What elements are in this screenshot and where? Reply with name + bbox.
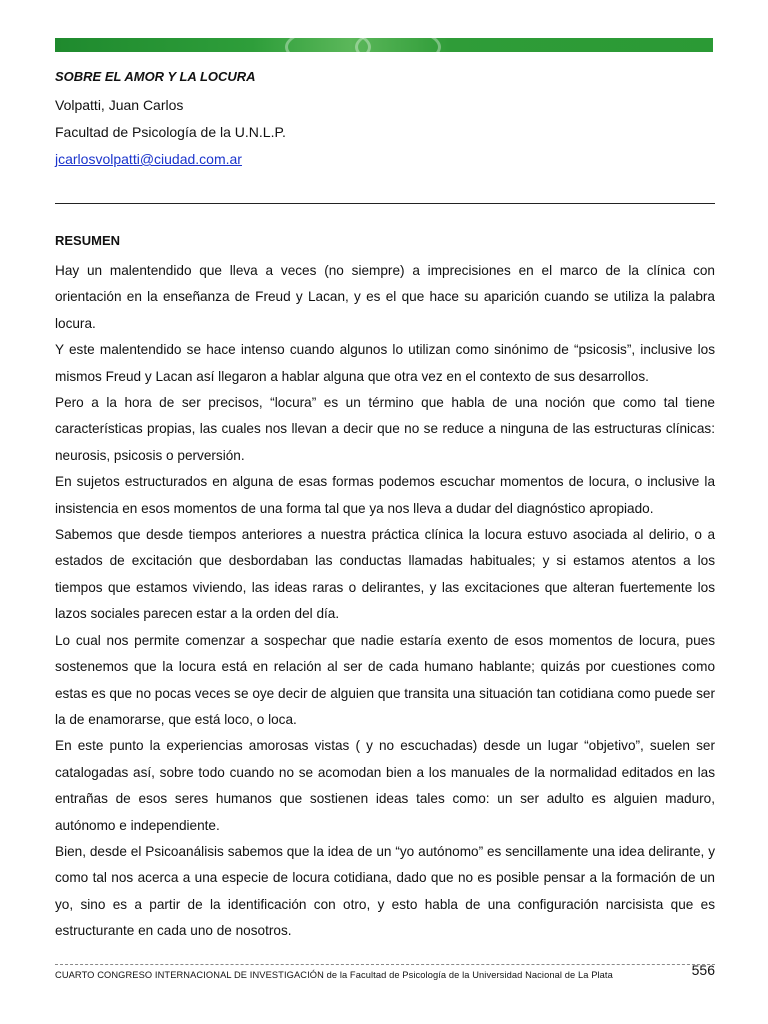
- paper-title: SOBRE EL AMOR Y LA LOCURA: [55, 69, 256, 84]
- abstract-paragraph: Sabemos que desde tiempos anteriores a nuestra práctica clínica la locura estuvo asociada al delirio, o a estados de excitación que desbordaban las conductas llamadas habituales; y si estamos atentos a los tiempos que estamos viviendo, las ideas raras o delirantes, y las excitaciones que alteran fuertemente los lazos sociales parecen estar a la orden del día.: [55, 527, 715, 622]
- abstract-paragraph: Hay un malentendido que lleva a veces (no siempre) a imprecisiones en el marco de la clínica con orientación en la enseñanza de Freud y Lacan, y es el que hace su aparición cuando se utiliza la palabra locura.: [55, 263, 715, 331]
- author-name: Volpatti, Juan Carlos: [55, 97, 184, 113]
- author-affiliation: Facultad de Psicología de la U.N.L.P.: [55, 124, 286, 140]
- abstract-paragraph: Y este malentendido se hace intenso cuando algunos lo utilizan como sinónimo de “psicosis”, inclusive los mismos Freud y Lacan así llegaron a hablar alguna que otra vez en el contexto de sus desarrollos.: [55, 342, 715, 384]
- abstract-body: [55, 258, 715, 945]
- author-email-link[interactable]: jcarlosvolpatti@ciudad.com.ar: [55, 151, 242, 167]
- header-banner: [55, 38, 713, 52]
- abstract-paragraph: En este punto la experiencias amorosas vistas ( y no escuchadas) desde un lugar “objetivo”, suelen ser catalogadas así, sobre todo cuando no se acomodan bien a los manuales de la normalidad editados en las entrañas de esos seres humanos que sostienen ideas tales como: un ser adulto es alguien maduro, autónomo e independiente.: [55, 738, 715, 833]
- banner-swirl-decoration: [355, 38, 441, 52]
- abstract-paragraph: En sujetos estructurados en alguna de esas formas podemos escuchar momentos de locura, o inclusive la insistencia en esos momentos de una forma tal que ya nos lleva a dudar del diagnóstico apropiado.: [55, 474, 715, 516]
- page-number: 556: [691, 962, 715, 978]
- abstract-paragraph: Lo cual nos permite comenzar a sospechar que nadie estaría exento de esos momentos de locura, pues sostenemos que la locura está en relación al ser de cada humano hablante; quizás por cuestiones como estas es que no pocas veces se oye decir de alguien que transita una situación tan cotidiana como puede ser la de enamorarse, que está loco, o loca.: [55, 632, 715, 727]
- abstract-paragraph: Bien, desde el Psicoanálisis sabemos que la idea de un “yo autónomo” es sencillamente una idea delirante, y como tal nos acerca a una especie de locura cotidiana, dado que no es posible pensar a la formación de un yo, sino es a partir de la identificación con otro, y esto habla de una configuración narcisista que es estructurante en cada uno de nosotros.: [55, 843, 715, 939]
- footer-conference-text: CUARTO CONGRESO INTERNACIONAL DE INVESTIGACIÓN de la Facultad de Psicología de la Universidad Nacional de La Plata: [55, 970, 613, 980]
- abstract-paragraph: Pero a la hora de ser precisos, “locura” es un término que habla de una noción que como tal tiene características propias, las cuales nos llevan a decir que no se reduce a ninguna de las estructuras clínicas: neurosis, psicosis o perversión.: [55, 395, 715, 463]
- page-footer: [55, 962, 715, 980]
- abstract-heading: RESUMEN: [55, 233, 121, 248]
- header-divider: [55, 203, 715, 204]
